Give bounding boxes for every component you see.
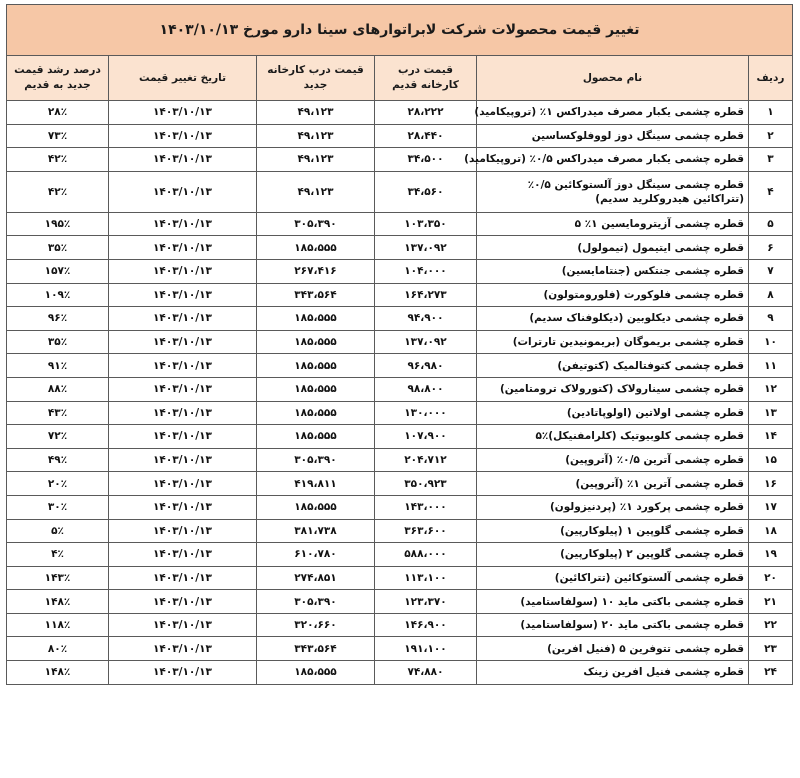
table-row: [7, 212, 793, 236]
table-row: [7, 354, 793, 378]
product-name: قطره چشمی گلوپین ۲ (پیلوکارپین): [477, 543, 749, 567]
table-row: [7, 637, 793, 661]
old-price: ۱۳۰،۰۰۰: [375, 401, 477, 425]
growth-percent: ۱۵۷٪: [7, 259, 109, 283]
change-date: ۱۴۰۳/۱۰/۱۳: [109, 613, 257, 637]
row-index: ۹: [749, 307, 793, 331]
header-product-name: نام محصول: [477, 56, 749, 101]
row-index: ۱۰: [749, 330, 793, 354]
new-price: ۱۸۵،۵۵۵: [257, 425, 375, 449]
old-price: ۳۴،۵۰۰: [375, 148, 477, 172]
table-row: [7, 590, 793, 614]
new-price: ۴۹،۱۲۳: [257, 124, 375, 148]
change-date: ۱۴۰۳/۱۰/۱۳: [109, 212, 257, 236]
change-date: ۱۴۰۳/۱۰/۱۳: [109, 425, 257, 449]
change-date: ۱۴۰۳/۱۰/۱۳: [109, 171, 257, 212]
row-index: ۲۴: [749, 661, 793, 685]
product-name: قطره چشمی فنیل افرین زینک: [477, 661, 749, 685]
old-price: ۱۱۳،۱۰۰: [375, 566, 477, 590]
new-price: ۴۱۹،۸۱۱: [257, 472, 375, 496]
header-growth-percent: درصد رشد قیمت جدید به قدیم: [7, 56, 109, 101]
change-date: ۱۴۰۳/۱۰/۱۳: [109, 124, 257, 148]
old-price: ۹۴،۹۰۰: [375, 307, 477, 331]
old-price: ۱۳۷،۰۹۲: [375, 236, 477, 260]
product-name: قطره چشمی جنتکس (جنتامایسین): [477, 259, 749, 283]
old-price: ۳۵۰،۹۲۳: [375, 472, 477, 496]
row-index: ۱: [749, 101, 793, 125]
price-table: [6, 4, 793, 685]
old-price: ۱۰۷،۹۰۰: [375, 425, 477, 449]
new-price: ۳۲۰،۶۶۰: [257, 613, 375, 637]
change-date: ۱۴۰۳/۱۰/۱۳: [109, 330, 257, 354]
row-index: ۲۰: [749, 566, 793, 590]
new-price: ۱۸۵،۵۵۵: [257, 307, 375, 331]
change-date: ۱۴۰۳/۱۰/۱۳: [109, 307, 257, 331]
table-body: [7, 101, 793, 685]
growth-percent: ۴۳٪: [7, 401, 109, 425]
row-index: ۷: [749, 259, 793, 283]
growth-percent: ۱۰۹٪: [7, 283, 109, 307]
change-date: ۱۴۰۳/۱۰/۱۳: [109, 448, 257, 472]
growth-percent: ۱۴۳٪: [7, 566, 109, 590]
old-price: ۲۰۴،۷۱۲: [375, 448, 477, 472]
product-name: قطره چشمی ایتیمول (تیمولول): [477, 236, 749, 260]
table-row: [7, 661, 793, 685]
row-index: ۱۱: [749, 354, 793, 378]
row-index: ۸: [749, 283, 793, 307]
row-index: ۱۷: [749, 495, 793, 519]
growth-percent: ۸۸٪: [7, 377, 109, 401]
table-row: [7, 377, 793, 401]
price-sheet: [6, 4, 792, 685]
table-row: [7, 613, 793, 637]
growth-percent: ۴۹٪: [7, 448, 109, 472]
product-name: قطره چشمی سینگل دوز لووفلوکساسین: [477, 124, 749, 148]
table-row: [7, 101, 793, 125]
row-index: ۳: [749, 148, 793, 172]
growth-percent: ۴٪: [7, 543, 109, 567]
table-row: [7, 330, 793, 354]
product-name: قطره چشمی باکتی ماید ۱۰ (سولفاستامید): [477, 590, 749, 614]
product-name: قطره چشمی پرکورد ۱٪ (پردنیزولون): [477, 495, 749, 519]
old-price: ۱۹۱،۱۰۰: [375, 637, 477, 661]
change-date: ۱۴۰۳/۱۰/۱۳: [109, 495, 257, 519]
growth-percent: ۷۳٪: [7, 124, 109, 148]
old-price: ۳۴،۵۶۰: [375, 171, 477, 212]
growth-percent: ۵٪: [7, 519, 109, 543]
growth-percent: ۹۱٪: [7, 354, 109, 378]
new-price: ۳۸۱،۷۳۸: [257, 519, 375, 543]
growth-percent: ۹۶٪: [7, 307, 109, 331]
change-date: ۱۴۰۳/۱۰/۱۳: [109, 637, 257, 661]
old-price: ۱۲۳،۳۷۰: [375, 590, 477, 614]
new-price: ۳۰۵،۳۹۰: [257, 212, 375, 236]
old-price: ۳۶۳،۶۰۰: [375, 519, 477, 543]
header-change-date: تاریخ تغییر قیمت: [109, 56, 257, 101]
change-date: ۱۴۰۳/۱۰/۱۳: [109, 543, 257, 567]
new-price: ۳۴۳،۵۶۴: [257, 637, 375, 661]
growth-percent: ۴۲٪: [7, 148, 109, 172]
row-index: ۱۴: [749, 425, 793, 449]
change-date: ۱۴۰۳/۱۰/۱۳: [109, 472, 257, 496]
table-row: [7, 519, 793, 543]
header-old-price: قیمت درب کارخانه قدیم: [375, 56, 477, 101]
old-price: ۱۴۶،۹۰۰: [375, 613, 477, 637]
old-price: ۹۶،۹۸۰: [375, 354, 477, 378]
row-index: ۱۵: [749, 448, 793, 472]
growth-percent: ۱۱۸٪: [7, 613, 109, 637]
old-price: ۷۴،۸۸۰: [375, 661, 477, 685]
row-index: ۴: [749, 171, 793, 212]
new-price: ۳۰۵،۳۹۰: [257, 590, 375, 614]
growth-percent: ۴۲٪: [7, 171, 109, 212]
table-row: [7, 566, 793, 590]
new-price: ۱۸۵،۵۵۵: [257, 661, 375, 685]
product-name: قطره چشمی آترین ۱٪ (آتروپین): [477, 472, 749, 496]
row-index: ۱۲: [749, 377, 793, 401]
growth-percent: ۳۵٪: [7, 236, 109, 260]
change-date: ۱۴۰۳/۱۰/۱۳: [109, 519, 257, 543]
old-price: ۱۶۴،۲۷۳: [375, 283, 477, 307]
row-index: ۲۳: [749, 637, 793, 661]
old-price: ۱۰۳،۳۵۰: [375, 212, 477, 236]
product-name: قطره چشمی سینگل دوز آلستوکائین ۰/۵٪ (تتراکائین هیدروکلرید سدیم): [477, 171, 749, 212]
product-name: قطره چشمی اولاتین (اولوپاتادین): [477, 401, 749, 425]
new-price: ۲۷۴،۸۵۱: [257, 566, 375, 590]
row-index: ۶: [749, 236, 793, 260]
product-name: قطره چشمی کلوبیوتیک (کلرامفنیکل)٪۵: [477, 425, 749, 449]
row-index: ۱۶: [749, 472, 793, 496]
header-index: ردیف: [749, 56, 793, 101]
growth-percent: ۳۵٪: [7, 330, 109, 354]
new-price: ۱۸۵،۵۵۵: [257, 354, 375, 378]
product-name: قطره چشمی کتوفتالمیک (کتوتیفن): [477, 354, 749, 378]
new-price: ۱۸۵،۵۵۵: [257, 495, 375, 519]
new-price: ۴۹،۱۲۳: [257, 171, 375, 212]
row-index: ۱۹: [749, 543, 793, 567]
header-row: [7, 56, 793, 101]
change-date: ۱۴۰۳/۱۰/۱۳: [109, 101, 257, 125]
row-index: ۲۱: [749, 590, 793, 614]
change-date: ۱۴۰۳/۱۰/۱۳: [109, 283, 257, 307]
table-row: [7, 472, 793, 496]
row-index: ۲۲: [749, 613, 793, 637]
old-price: ۱۳۷،۰۹۲: [375, 330, 477, 354]
table-row: [7, 543, 793, 567]
row-index: ۵: [749, 212, 793, 236]
product-name: قطره چشمی یکبار مصرف میدراکس ۱٪ (تروپیکامید): [477, 101, 749, 125]
product-name: قطره چشمی باکتی ماید ۲۰ (سولفاستامید): [477, 613, 749, 637]
table-row: [7, 401, 793, 425]
product-name: قطره چشمی تتوفرین ۵ (فنیل افرین): [477, 637, 749, 661]
product-name: قطره چشمی آترین ۰/۵٪ (آتروپین): [477, 448, 749, 472]
growth-percent: ۷۲٪: [7, 425, 109, 449]
product-name: قطره چشمی آزیترومایسین ۱٪ ۵: [477, 212, 749, 236]
table-row: [7, 148, 793, 172]
growth-percent: ۲۸٪: [7, 101, 109, 125]
table-row: [7, 236, 793, 260]
row-index: ۱۳: [749, 401, 793, 425]
product-name: قطره چشمی سینارولاک (کتورولاک ترومتامین): [477, 377, 749, 401]
table-row: [7, 307, 793, 331]
product-name: قطره چشمی گلوپین ۱ (پیلوکارپین): [477, 519, 749, 543]
product-name: قطره چشمی دیکلوبین (دیکلوفناک سدیم): [477, 307, 749, 331]
growth-percent: ۱۴۸٪: [7, 590, 109, 614]
change-date: ۱۴۰۳/۱۰/۱۳: [109, 661, 257, 685]
table-row: [7, 171, 793, 212]
growth-percent: ۲۰٪: [7, 472, 109, 496]
growth-percent: ۳۰٪: [7, 495, 109, 519]
new-price: ۳۴۳،۵۶۴: [257, 283, 375, 307]
old-price: ۲۸،۴۴۰: [375, 124, 477, 148]
table-row: [7, 495, 793, 519]
new-price: ۱۸۵،۵۵۵: [257, 377, 375, 401]
new-price: ۳۰۵،۳۹۰: [257, 448, 375, 472]
old-price: ۹۸،۸۰۰: [375, 377, 477, 401]
table-row: [7, 448, 793, 472]
old-price: ۱۰۴،۰۰۰: [375, 259, 477, 283]
new-price: ۱۸۵،۵۵۵: [257, 401, 375, 425]
table-row: [7, 124, 793, 148]
new-price: ۶۱۰،۷۸۰: [257, 543, 375, 567]
new-price: ۱۸۵،۵۵۵: [257, 330, 375, 354]
change-date: ۱۴۰۳/۱۰/۱۳: [109, 236, 257, 260]
row-index: ۲: [749, 124, 793, 148]
change-date: ۱۴۰۳/۱۰/۱۳: [109, 590, 257, 614]
new-price: ۱۸۵،۵۵۵: [257, 236, 375, 260]
change-date: ۱۴۰۳/۱۰/۱۳: [109, 377, 257, 401]
row-index: ۱۸: [749, 519, 793, 543]
change-date: ۱۴۰۳/۱۰/۱۳: [109, 401, 257, 425]
new-price: ۴۹،۱۲۳: [257, 148, 375, 172]
product-name: قطره چشمی فلوکورت (فلورومتولون): [477, 283, 749, 307]
growth-percent: ۸۰٪: [7, 637, 109, 661]
change-date: ۱۴۰۳/۱۰/۱۳: [109, 148, 257, 172]
growth-percent: ۱۹۵٪: [7, 212, 109, 236]
growth-percent: ۱۴۸٪: [7, 661, 109, 685]
old-price: ۱۴۳،۰۰۰: [375, 495, 477, 519]
change-date: ۱۴۰۳/۱۰/۱۳: [109, 259, 257, 283]
old-price: ۲۸،۲۲۲: [375, 101, 477, 125]
change-date: ۱۴۰۳/۱۰/۱۳: [109, 354, 257, 378]
new-price: ۴۹،۱۲۳: [257, 101, 375, 125]
header-new-price: قیمت درب کارخانه جدید: [257, 56, 375, 101]
table-row: [7, 283, 793, 307]
sheet-title: تغییر قیمت محصولات شرکت لابراتوارهای سینا دارو مورخ ۱۴۰۳/۱۰/۱۳: [7, 5, 793, 56]
product-name: قطره چشمی آلستوکائین (تتراکائین): [477, 566, 749, 590]
product-name: قطره چشمی یکبار مصرف میدراکس ۰/۵٪ (تروپیکامید): [477, 148, 749, 172]
table-row: [7, 425, 793, 449]
product-name: قطره چشمی بریموگان (بریمونیدین تارترات): [477, 330, 749, 354]
old-price: ۵۸۸،۰۰۰: [375, 543, 477, 567]
new-price: ۲۶۷،۴۱۶: [257, 259, 375, 283]
table-row: [7, 259, 793, 283]
change-date: ۱۴۰۳/۱۰/۱۳: [109, 566, 257, 590]
